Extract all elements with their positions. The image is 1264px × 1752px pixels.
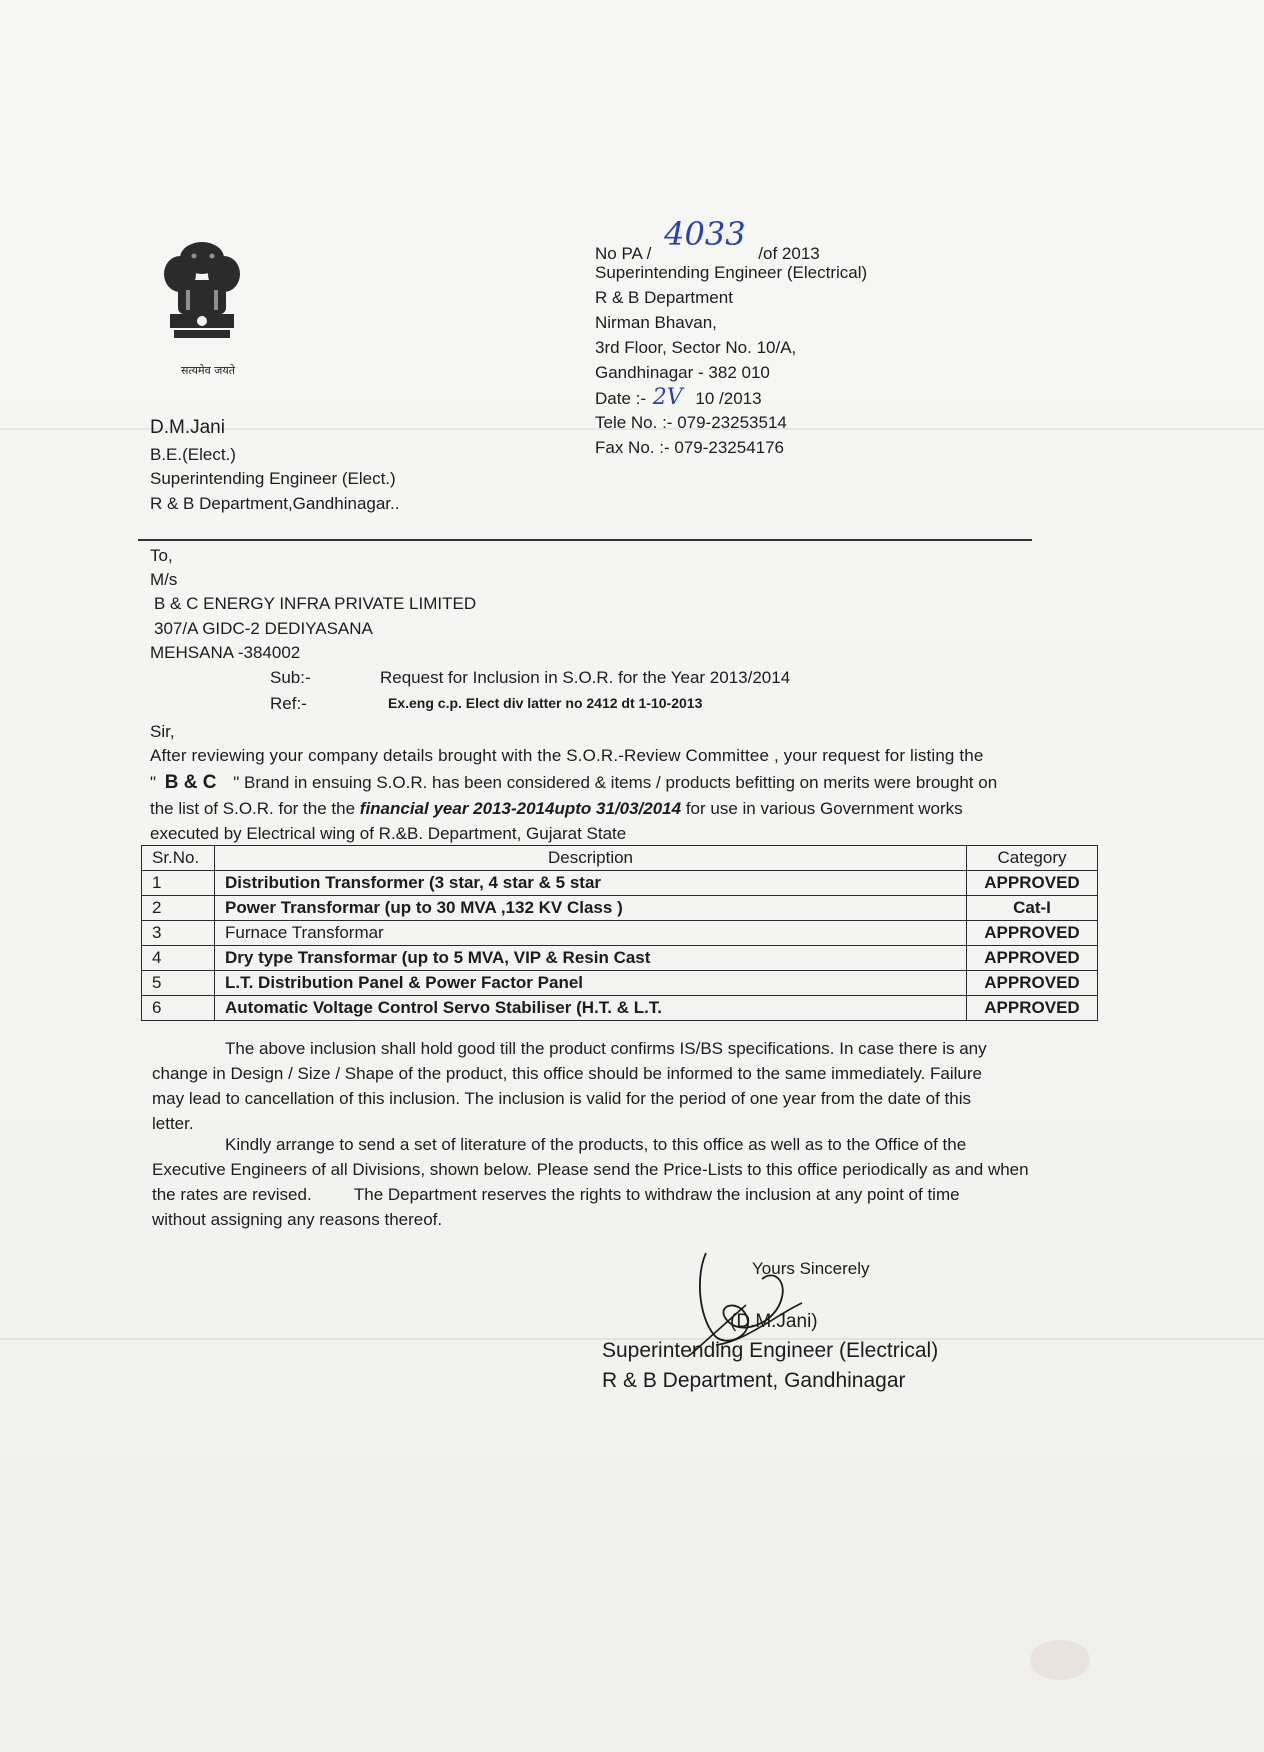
paragraph-line: letter. — [152, 1114, 194, 1133]
sender-title: Superintending Engineer (Elect.) — [150, 469, 396, 488]
reference-text: Ex.eng c.p. Elect div latter no 2412 dt 1-10-2013 — [388, 695, 703, 711]
office-line: Superintending Engineer (Electrical) — [595, 263, 868, 282]
closing-title: Superintending Engineer (Electrical) — [602, 1339, 939, 1362]
emblem-caption: सत्यमेव जयते — [180, 364, 235, 377]
subject-text: Request for Inclusion in S.O.R. for the Year 2013/2014 — [380, 668, 791, 687]
cell-sr-no: 1 — [142, 871, 215, 896]
national-emblem-icon — [160, 240, 244, 374]
cell-sr-no: 3 — [142, 921, 215, 946]
cell-category: APPROVED — [967, 871, 1098, 896]
paragraph-line: Kindly arrange to send a set of literature of the products, to this office as well as to the Office of the — [225, 1135, 967, 1154]
paragraph-line: may lead to cancellation of this inclusion. The inclusion is valid for the period of one year from the date of this — [152, 1089, 971, 1108]
cell-category: APPROVED — [967, 946, 1098, 971]
cell-category: Cat-I — [967, 896, 1098, 921]
paragraph-text: for use in various Government works — [685, 799, 963, 818]
header-description: Description — [215, 846, 967, 871]
closing-name: (D.M.Jani) — [730, 1311, 818, 1332]
cell-description: Furnace Transformar — [215, 921, 967, 946]
cell-category: APPROVED — [967, 996, 1098, 1021]
cell-description: Automatic Voltage Control Servo Stabiliser (H.T. & L.T. — [215, 996, 967, 1021]
paper-mark — [1030, 1640, 1090, 1680]
paragraph-line: change in Design / Size / Shape of the product, this office should be informed to the same immediately. Failure — [152, 1064, 982, 1083]
cell-sr-no: 4 — [142, 946, 215, 971]
sender-name: D.M.Jani — [150, 417, 225, 438]
table-row — [142, 921, 1098, 946]
cell-description: Distribution Transformer (3 star, 4 star & 5 star — [215, 871, 967, 896]
cell-category: APPROVED — [967, 971, 1098, 996]
financial-year-emphasis: financial year 2013-2014upto 31/03/2014 — [359, 799, 682, 818]
paragraph-line: The above inclusion shall hold good till the product confirms IS/BS specifications. In case there is any — [225, 1039, 987, 1058]
ref-prefix: No PA / — [595, 244, 652, 263]
cell-description: L.T. Distribution Panel & Power Factor Panel — [215, 971, 967, 996]
recipient-address: MEHSANA -384002 — [150, 643, 301, 662]
ms-label: M/s — [150, 570, 178, 589]
cell-description: Power Transformar (up to 30 MVA ,132 KV Class ) — [215, 896, 967, 921]
sender-department: R & B Department,Gandhinagar.. — [150, 494, 400, 513]
cell-category: APPROVED — [967, 921, 1098, 946]
header-sr-no: Sr.No. — [142, 846, 215, 871]
cell-sr-no: 2 — [142, 896, 215, 921]
ref-number-handwritten: 4033 — [664, 215, 746, 253]
date-rest: 10 /2013 — [695, 389, 762, 408]
header-category: Category — [967, 846, 1098, 871]
paragraph-line: Executive Engineers of all Divisions, shown below. Please send the Price-Lists to this office periodically as and when — [152, 1160, 1029, 1179]
ref-suffix: /of 2013 — [758, 244, 820, 263]
paragraph-line — [150, 770, 997, 796]
closing-yours-sincerely: Yours Sincerely — [752, 1259, 870, 1278]
salutation: Sir, — [150, 722, 175, 741]
paragraph-line: After reviewing your company details brought with the S.O.R.-Review Committee , your request for listing the — [150, 746, 984, 765]
table-row — [142, 996, 1098, 1021]
sor-items-table — [141, 845, 1098, 1021]
tele-number: Tele No. :- 079-23253514 — [595, 413, 787, 432]
paragraph-line: executed by Electrical wing of R.&B. Department, Gujarat State — [150, 824, 627, 843]
cell-sr-no: 5 — [142, 971, 215, 996]
paragraph-text: the list of S.O.R. for the the — [150, 799, 356, 818]
subject-label: Sub:- — [270, 668, 311, 687]
cell-sr-no: 6 — [142, 996, 215, 1021]
date-day-handwritten: 2V — [652, 385, 683, 410]
quote-mark: " — [150, 773, 157, 792]
sender-degree: B.E.(Elect.) — [150, 445, 236, 464]
brand-name: B & C — [164, 772, 217, 793]
table-row — [142, 946, 1098, 971]
recipient-company: B & C ENERGY INFRA PRIVATE LIMITED — [154, 594, 477, 613]
to-label: To, — [150, 546, 173, 565]
office-line: Gandhinagar - 382 010 — [595, 363, 770, 382]
table-header-row — [142, 846, 1098, 871]
office-line: R & B Department — [595, 288, 733, 307]
paragraph-line: the rates are revised. The Department reserves the rights to withdraw the inclusion at any point of time — [152, 1185, 960, 1204]
fax-number: Fax No. :- 079-23254176 — [595, 438, 785, 457]
letter-date — [595, 386, 762, 412]
cell-description: Dry type Transformar (up to 5 MVA, VIP & Resin Cast — [215, 946, 967, 971]
table-row — [142, 871, 1098, 896]
closing-department: R & B Department, Gandhinagar — [602, 1369, 906, 1392]
paragraph-text: " Brand in ensuing S.O.R. has been considered & items / products befitting on merits were brought on — [233, 773, 998, 792]
signature-mark — [686, 1245, 816, 1360]
reference-label: Ref:- — [270, 694, 307, 713]
paragraph-line — [150, 796, 963, 822]
office-line: 3rd Floor, Sector No. 10/A, — [595, 338, 797, 357]
date-label: Date :- — [595, 389, 647, 408]
table-row — [142, 971, 1098, 996]
paragraph-line: without assigning any reasons thereof. — [152, 1210, 443, 1229]
office-line: Nirman Bhavan, — [595, 313, 717, 332]
recipient-address: 307/A GIDC-2 DEDIYASANA — [154, 619, 373, 638]
header-divider — [138, 539, 1032, 541]
table-row — [142, 896, 1098, 921]
